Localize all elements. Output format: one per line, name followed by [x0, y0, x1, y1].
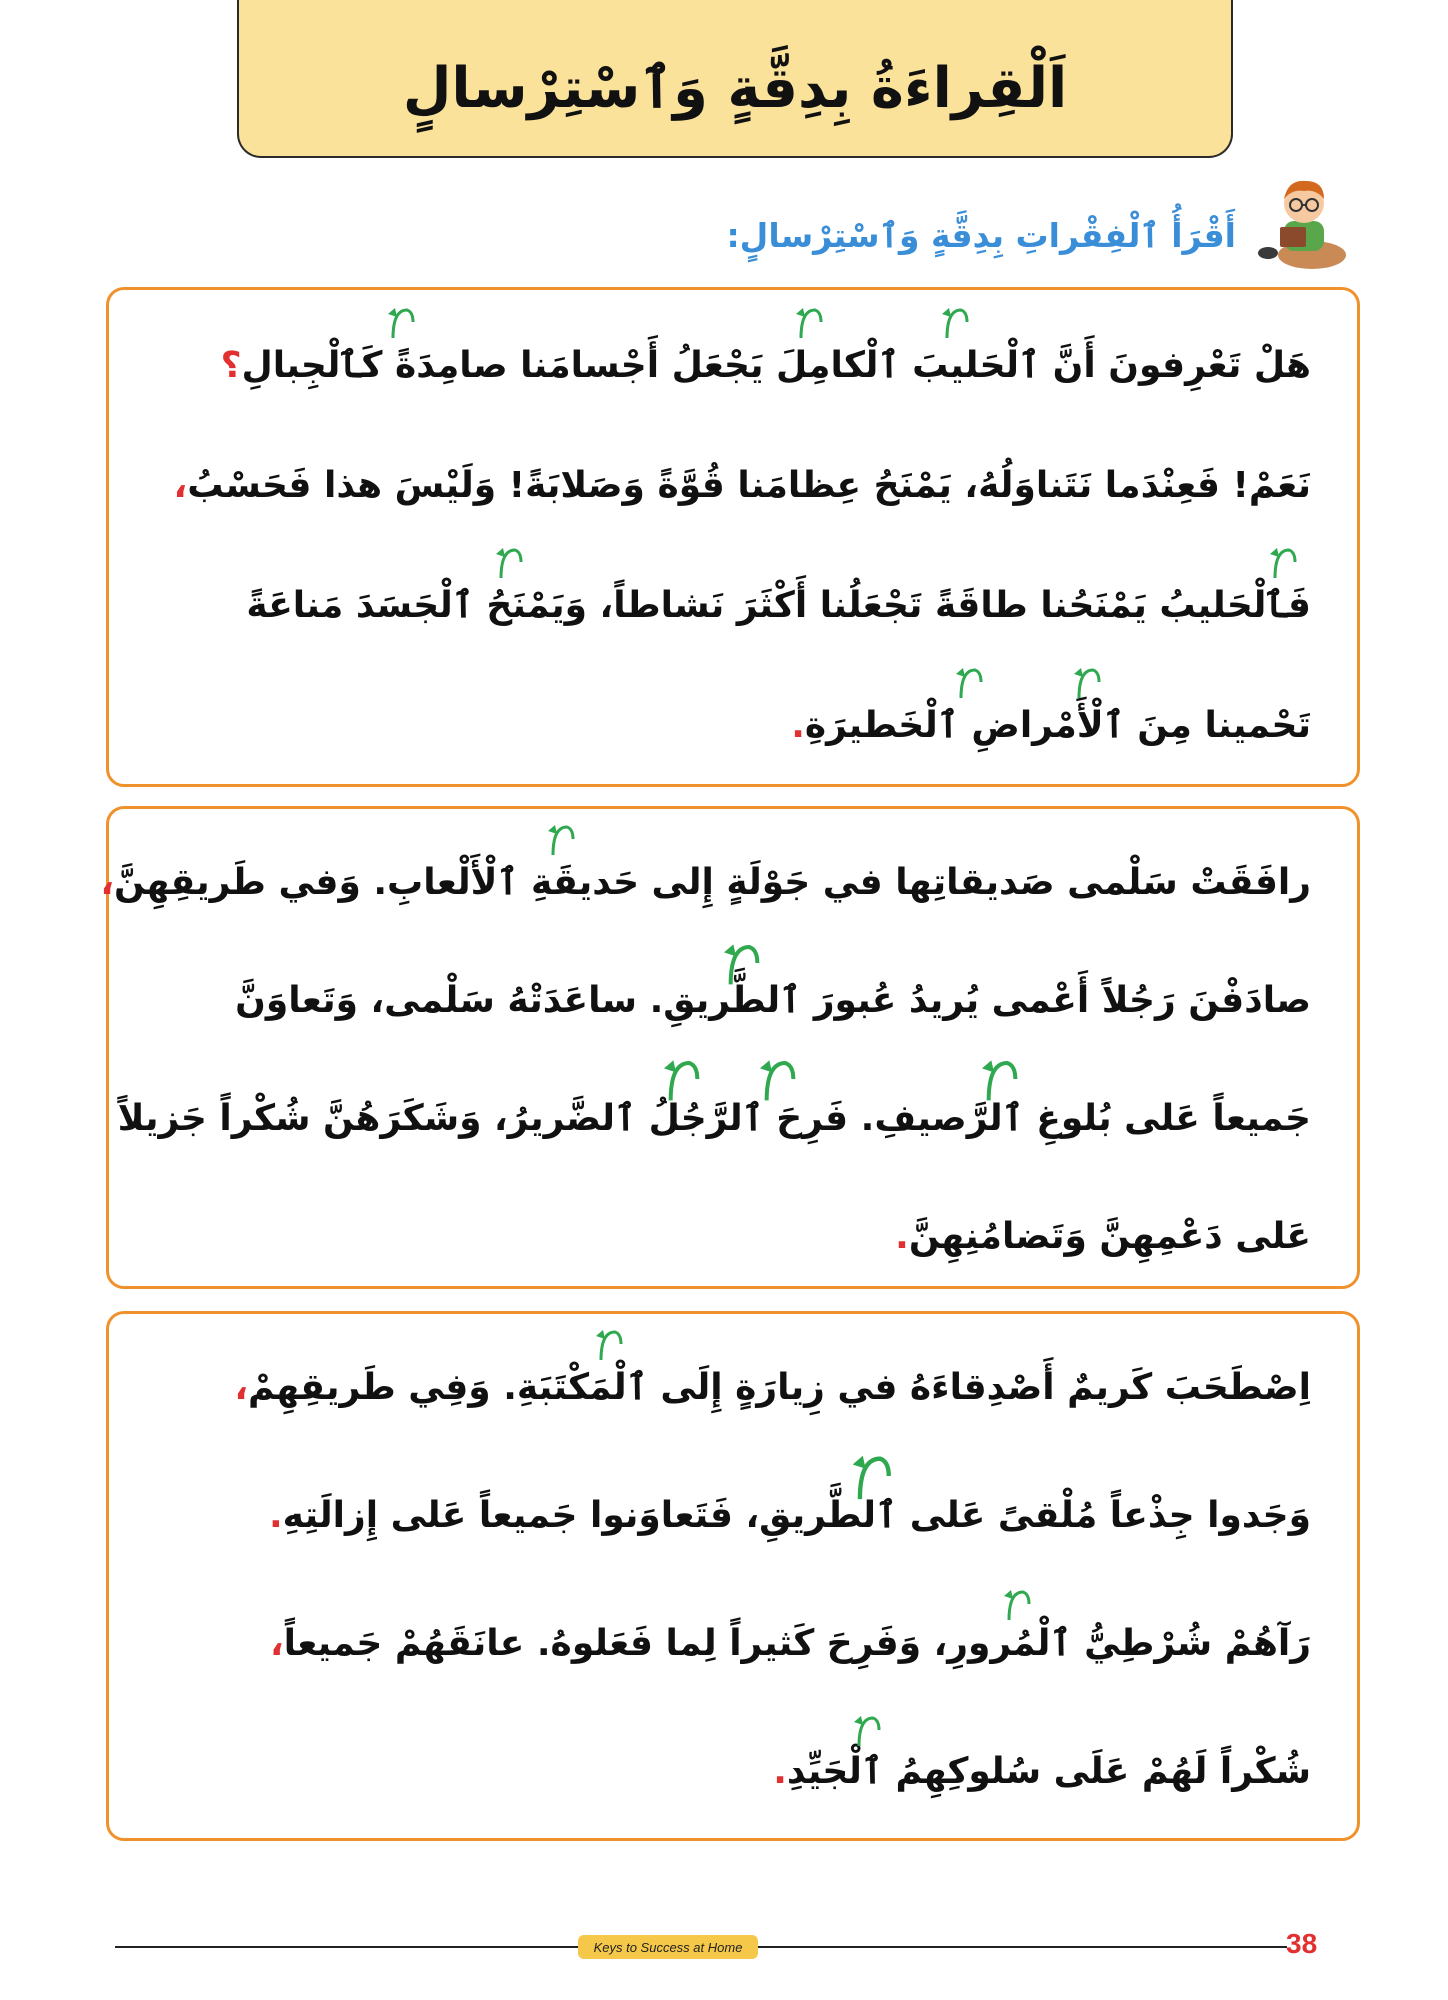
punctuation-mark: ،: [234, 1367, 249, 1408]
reading-line: [155, 1698, 1311, 1826]
line-text: نَعَمْ! فَعِنْدَما نَتَناوَلُهُ، يَمْنَحُ عِظامَنا قُوَّةً وَصَلابَةً! وَلَيْسَ هذا فَحَسْبُ: [187, 465, 1311, 506]
line-text: رافَقَتْ سَلْمى صَديقاتِها في جَوْلَةٍ إِلى حَديقَةِ ٱلْأَلْعابِ. وَفي طَريقِهِنَّ: [114, 862, 1311, 903]
arrow-mark-icon: [385, 304, 415, 340]
reading-line: [155, 410, 1311, 530]
arrow-mark-icon: [657, 1055, 703, 1103]
reading-line: [155, 1442, 1311, 1570]
arrow-mark-icon: [493, 544, 523, 580]
line-text: شُكْراً لَهُمْ عَلَى سُلوكِهِمُ ٱلْجَيِّدِ: [786, 1751, 1311, 1792]
reading-paragraph-2: [100, 806, 1360, 1289]
punctuation-mark: .: [268, 1495, 283, 1536]
punctuation-mark: ؟: [220, 345, 242, 386]
line-text: اِصْطَحَبَ كَريمٌ أَصْدِقاءَهُ في زِيارَةٍ إِلَى ٱلْمَكْتَبَةِ. وَفِي طَريقِهِمْ: [248, 1367, 1311, 1408]
arrow-mark-icon: [1001, 1586, 1031, 1622]
page-title: اَلْقِراءَةُ بِدِقَّةٍ وَٱسْتِرْسالٍ: [402, 55, 1068, 121]
punctuation-mark: .: [791, 705, 805, 746]
punctuation-mark: ،: [173, 465, 188, 506]
arrow-mark-icon: [1267, 544, 1297, 580]
line-text: رَآهُمْ شُرْطِيُّ ٱلْمُرورِ، وَفَرِحَ كَثيراً لِما فَعَلوهُ. عانَقَهُمْ جَميعاً: [283, 1623, 1311, 1664]
reading-line: [155, 290, 1311, 410]
instruction-text: أَقْرَأُ ٱلْفِقْراتِ بِدِقَّةٍ وَٱسْتِرْسالٍ:: [726, 215, 1236, 255]
line-text: عَلى دَعْمِهِنَّ وَتَضامُنِهِنَّ: [908, 1216, 1311, 1257]
punctuation-mark: ،: [269, 1623, 284, 1664]
arrow-mark-icon: [953, 664, 983, 700]
arrow-mark-icon: [593, 1326, 623, 1362]
reading-paragraph-3: [106, 1311, 1360, 1841]
line-text: تَحْمينا مِنَ ٱلْأَمْراضِ ٱلْخَطيرَةِ: [804, 705, 1311, 746]
arrow-mark-icon: [1071, 664, 1101, 700]
title-banner: [237, 0, 1233, 158]
reading-line: [155, 927, 1311, 1045]
arrow-mark-icon: [851, 1712, 881, 1748]
reading-line: [155, 530, 1311, 650]
arrow-mark-icon: [845, 1450, 895, 1502]
instruction-row: [458, 168, 1358, 278]
reading-line: [155, 1570, 1311, 1698]
arrow-mark-icon: [975, 1055, 1021, 1103]
reading-line: [155, 1163, 1311, 1281]
punctuation-mark: .: [773, 1751, 787, 1792]
arrow-mark-icon: [939, 304, 969, 340]
punctuation-mark: .: [895, 1216, 909, 1257]
reading-line: [117, 1045, 1311, 1163]
line-text: فَٱلْحَليبُ يَمْنَحُنا طاقَةً تَجْعَلُنا أَكْثَرَ نَشاطاً، وَيَمْنَحُ ٱلْجَسَدَ مَناعَةً: [246, 585, 1311, 626]
child-reading-icon: [1250, 169, 1358, 277]
punctuation-mark: ،: [100, 862, 115, 903]
page-number: 38: [1286, 1928, 1318, 1959]
arrow-mark-icon: [793, 304, 823, 340]
arrow-mark-icon: [753, 1055, 799, 1103]
line-text: صادَفْنَ رَجُلاً أَعْمى يُريدُ عُبورَ ٱلطَّريقِ. ساعَدَتْهُ سَلْمى، وَتَعاوَنَّ: [235, 980, 1311, 1021]
line-text: هَلْ تَعْرِفونَ أَنَّ ٱلْحَليبَ ٱلْكامِلَ يَجْعَلُ أَجْسامَنا صامِدَةً كَٱلْجِبالِ: [241, 345, 1311, 386]
line-text: جَميعاً عَلى بُلوغِ ٱلرَّصيفِ. فَرِحَ ٱلرَّجُلُ ٱلضَّريرُ، وَشَكَرَهُنَّ شُكْراً جَزيلاً: [117, 1098, 1311, 1139]
arrow-mark-icon: [717, 939, 763, 987]
reading-paragraph-1: [106, 287, 1360, 787]
reading-line: [155, 650, 1311, 770]
reading-line: [100, 809, 1311, 927]
line-text: وَجَدوا جِذْعاً مُلْقىً عَلى ٱلطَّريقِ، فَتَعاوَنوا جَميعاً عَلى إِزالَتِهِ: [282, 1495, 1311, 1536]
footer-badge: Keys to Success at Home: [578, 1935, 758, 1959]
reading-line: [155, 1314, 1311, 1442]
arrow-mark-icon: [545, 821, 575, 857]
